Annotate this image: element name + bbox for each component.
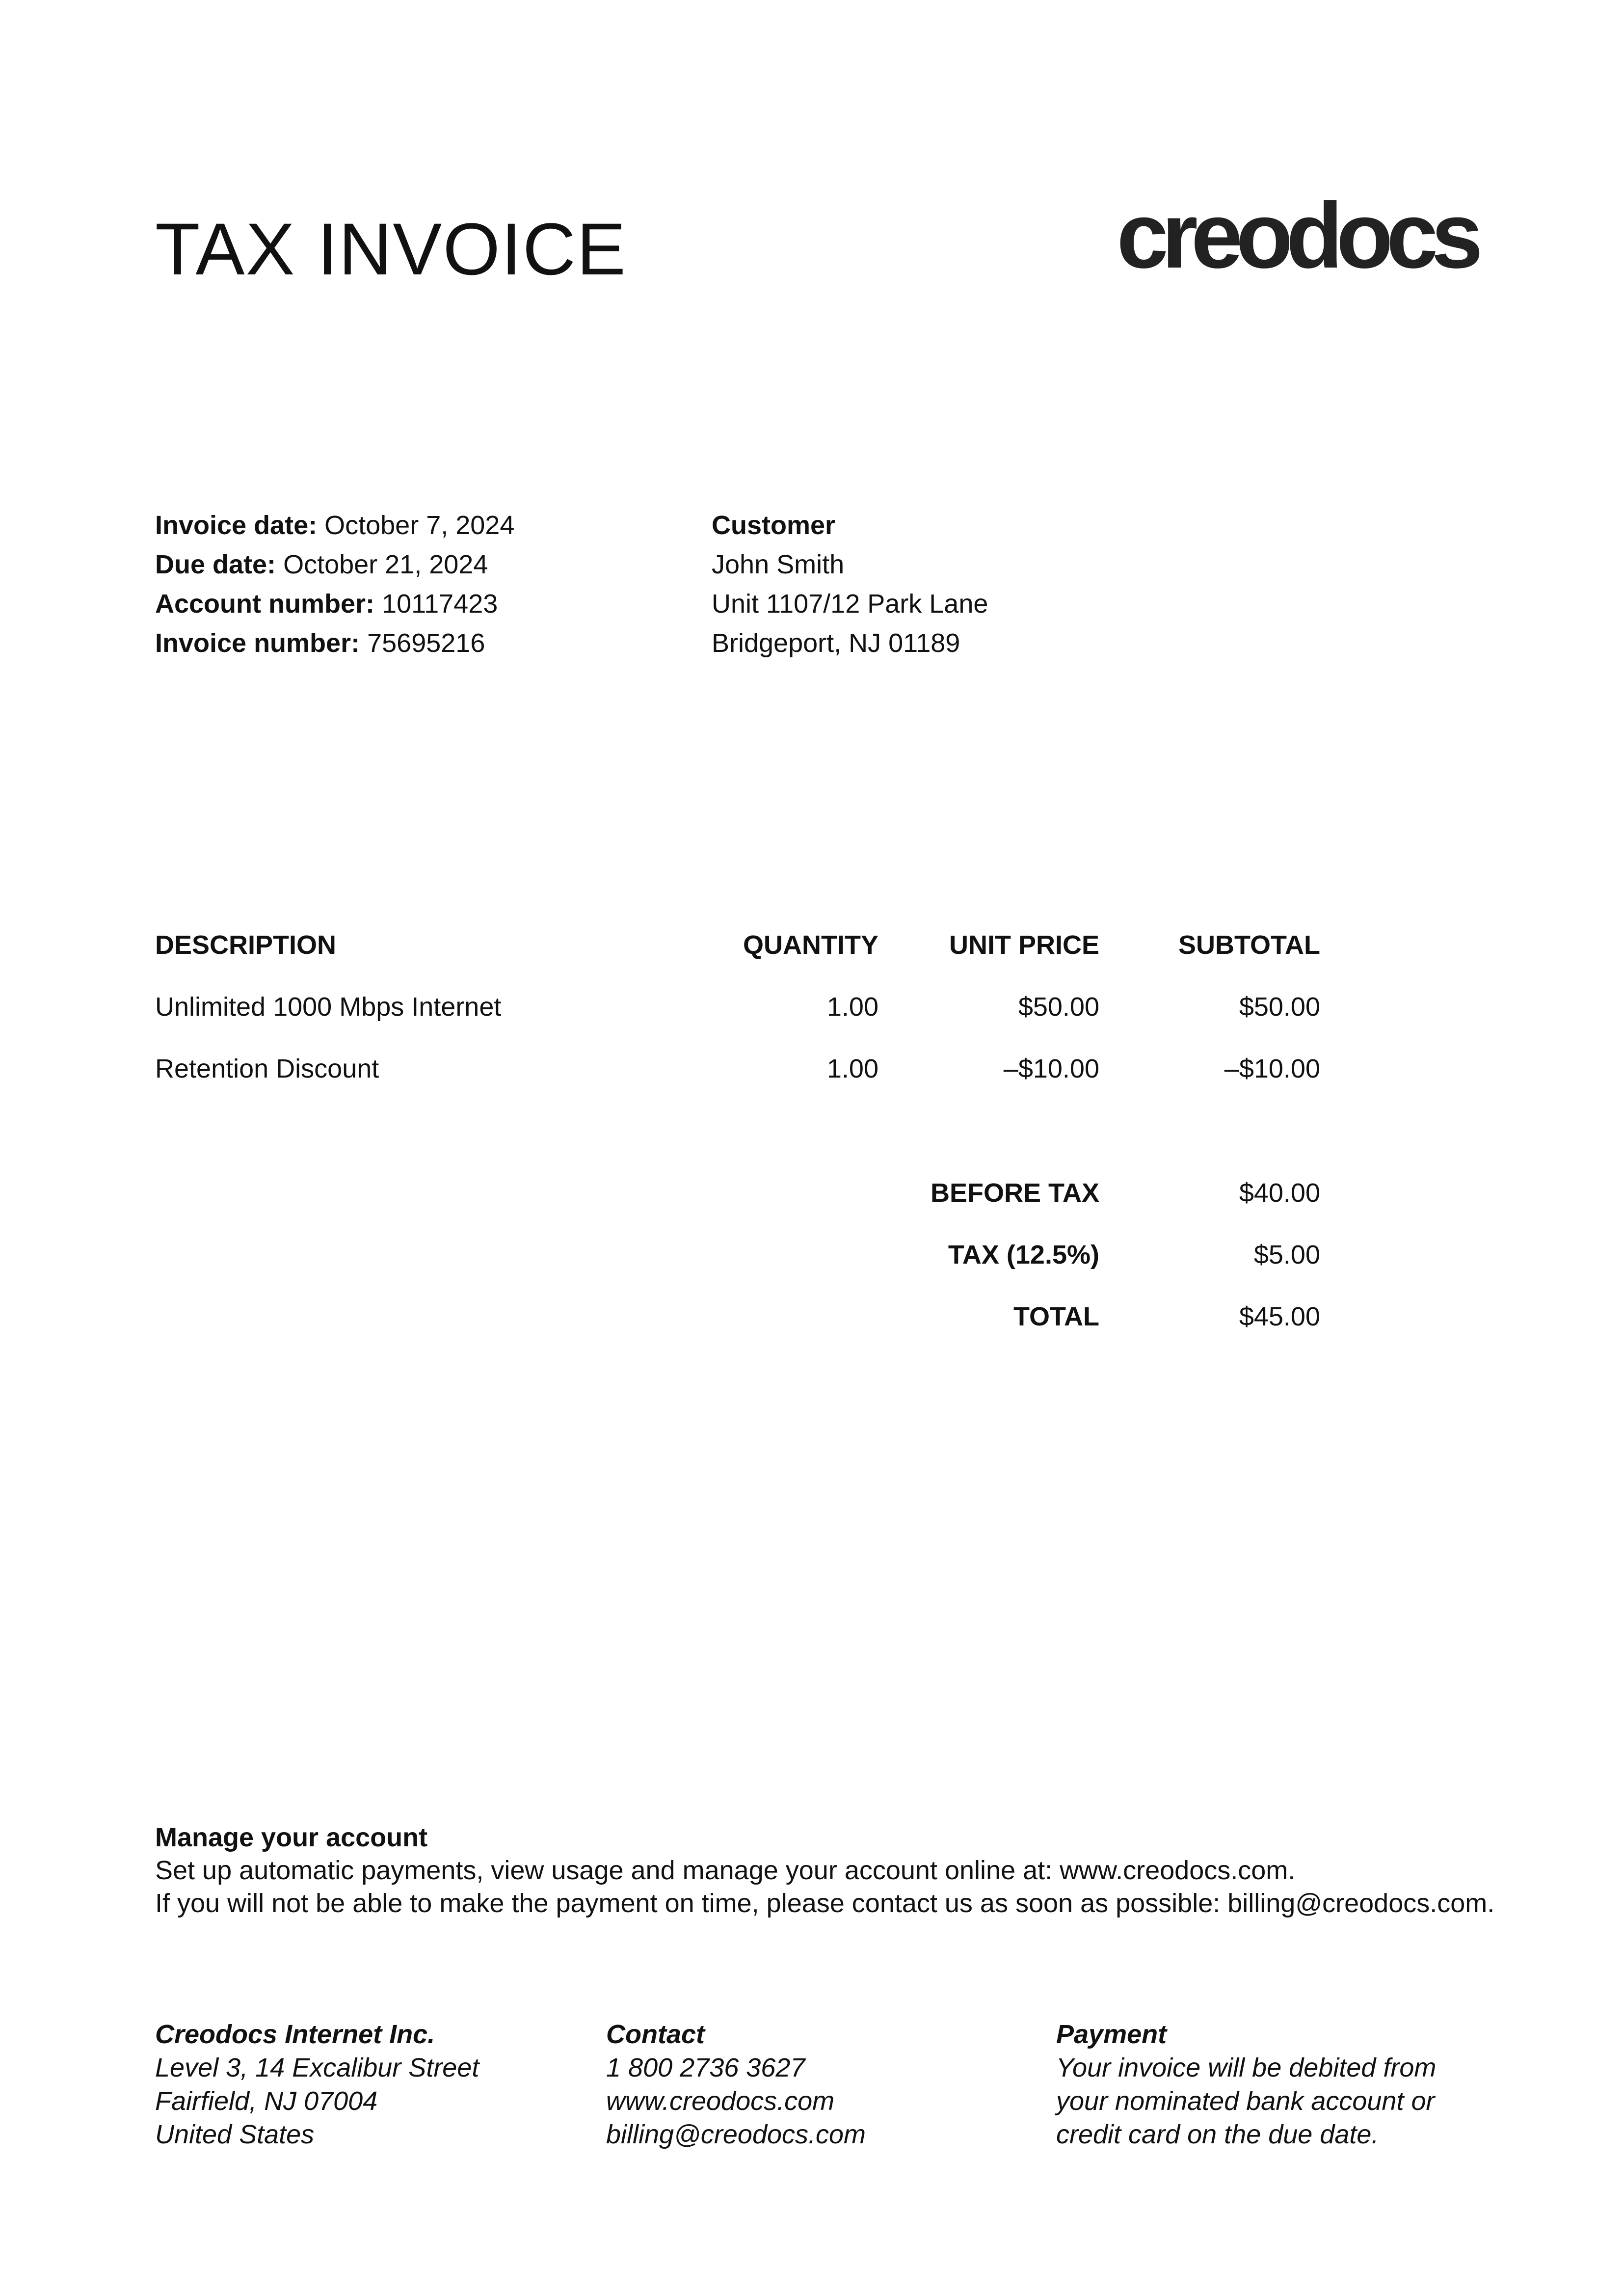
footer-payment: [1056, 2018, 1436, 2151]
footer-contact-phone: 1 800 2736 3627: [606, 2053, 805, 2082]
account-number-label: Account number:: [155, 589, 375, 619]
invoice-date-row: [155, 506, 514, 545]
column-header-description: DESCRIPTION: [155, 930, 337, 960]
invoice-date-label: Invoice date:: [155, 511, 318, 540]
due-date-label: Due date:: [155, 550, 276, 579]
due-date-row: [155, 545, 514, 584]
footer-company-title: Creodocs Internet Inc.: [155, 2020, 435, 2049]
footer-payment-line2: your nominated bank account or: [1056, 2086, 1435, 2116]
manage-account-line1: Set up automatic payments, view usage and manage your account online at: www.creodocs.com.: [155, 1856, 1296, 1885]
company-logo: creodocs: [1117, 184, 1476, 288]
invoice-number-value: 75695216: [367, 628, 485, 658]
account-number-row: [155, 584, 514, 623]
line-item-description: Retention Discount: [155, 1054, 379, 1083]
footer-contact-email: billing@creodocs.com: [606, 2120, 866, 2149]
customer-address-line1: Unit 1107/12 Park Lane: [712, 589, 988, 619]
invoice-date-value: October 7, 2024: [324, 511, 515, 540]
invoice-number-row: [155, 623, 514, 663]
customer-name: John Smith: [712, 550, 845, 579]
line-item-unit-price: $50.00: [1018, 992, 1099, 1022]
line-item-description: Unlimited 1000 Mbps Internet: [155, 992, 502, 1022]
line-item-unit-price: –$10.00: [1003, 1054, 1099, 1083]
column-header-quantity: QUANTITY: [743, 930, 878, 960]
footer-company-line2: Fairfield, NJ 07004: [155, 2086, 378, 2116]
due-date-value: October 21, 2024: [283, 550, 488, 579]
before-tax-value: $40.00: [1239, 1178, 1320, 1208]
line-item-subtotal: –$10.00: [1224, 1054, 1320, 1083]
customer-address-line2: Bridgeport, NJ 01189: [712, 628, 960, 658]
column-header-subtotal: SUBTOTAL: [1178, 930, 1320, 960]
footer-contact: [606, 2018, 866, 2151]
page-title: TAX INVOICE: [155, 208, 627, 290]
footer-payment-title: Payment: [1056, 2020, 1167, 2049]
line-item-subtotal: $50.00: [1239, 992, 1320, 1022]
account-number-value: 10117423: [382, 589, 498, 619]
customer-label: Customer: [712, 511, 836, 540]
footer-payment-line3: credit card on the due date.: [1056, 2120, 1379, 2149]
total-label: TOTAL: [1013, 1302, 1099, 1331]
line-item-quantity: 1.00: [826, 992, 878, 1022]
column-header-unit-price: UNIT PRICE: [949, 930, 1099, 960]
tax-value: $5.00: [1253, 1240, 1320, 1270]
footer-company: [155, 2018, 479, 2151]
customer-block: [712, 506, 988, 663]
tax-label: TAX (12.5%): [948, 1240, 1099, 1270]
total-value: $45.00: [1239, 1302, 1320, 1331]
invoice-number-label: Invoice number:: [155, 628, 360, 658]
footer-payment-line1: Your invoice will be debited from: [1056, 2053, 1437, 2082]
manage-account-title: Manage your account: [155, 1823, 428, 1852]
footer-company-line1: Level 3, 14 Excalibur Street: [155, 2053, 479, 2082]
manage-account-section: [155, 1821, 1519, 1920]
footer-contact-website: www.creodocs.com: [606, 2086, 835, 2116]
before-tax-label: BEFORE TAX: [930, 1178, 1099, 1208]
manage-account-line2: If you will not be able to make the payment on time, please contact us as soon as possible: billing@creodocs.com.: [155, 1889, 1495, 1918]
invoice-meta: [155, 506, 514, 663]
footer-company-line3: United States: [155, 2120, 315, 2149]
footer-contact-title: Contact: [606, 2020, 705, 2049]
line-item-quantity: 1.00: [826, 1054, 878, 1083]
